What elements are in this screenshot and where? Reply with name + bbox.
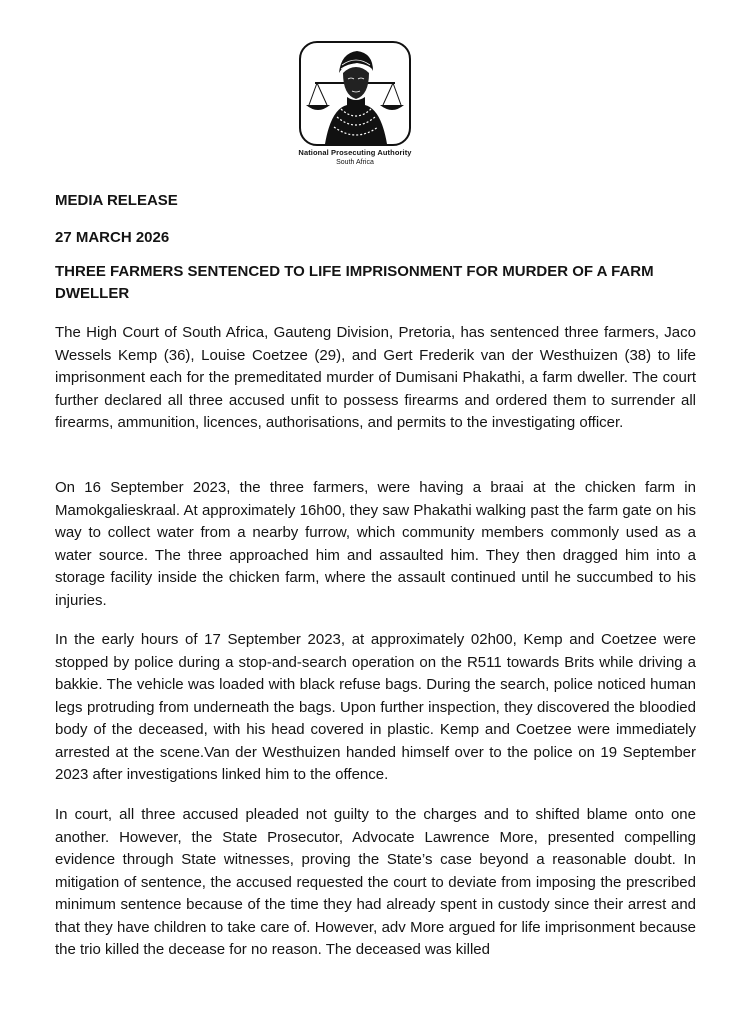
npa-logo (299, 41, 411, 146)
release-type: MEDIA RELEASE (55, 192, 178, 209)
release-date: 27 MARCH 2026 (55, 229, 170, 246)
body-paragraph: On 16 September 2023, the three farmers, were having a braai at the chicken farm in Mamokgalieskraal. At approximately 16h00, they saw Phakathi walking past the farm gate on his way to collect water from a nearby furrow, which community members commonly used as a water source. The three approached him and assaulted him. They then dragged him into a storage facility inside the chicken farm, where the assault continued until he succumbed to his injuries. (55, 479, 696, 609)
org-name: National Prosecuting Authority (298, 148, 412, 157)
org-country: South Africa (336, 159, 374, 166)
scales-of-justice-icon (301, 43, 409, 144)
body-paragraph: In the early hours of 17 September 2023, at approximately 02h00, Kemp and Coetzee were stopped by police during a stop-and-search operation on the R511 towards Brits while driving a bakkie. The vehicle was loaded with black refuse bags. During the search, police noticed human legs protruding from underneath the bags. Upon further inspection, they discovered the bloodied body of the deceased, with his head covered in plastic. Kemp and Coetzee were immediately arrested at the scene.Van der Westhuizen handed himself over to the police on 19 September 2023 after investigations linked him to the offence. (55, 631, 696, 783)
body-paragraph: The High Court of South Africa, Gauteng Division, Pretoria, has sentenced three farmers, Jaco Wessels Kemp (36), Louise Coetzee (29), and Gert Frederik van der Westhuizen (38) to life imprisonment each for the premeditated murder of Dumisani Phakathi, a farm dweller. The court further declared all three accused unfit to possess firearms and ordered them to surrender all firearms, ammunition, licences, authorisations, and permits to the investigating officer. (55, 324, 696, 431)
release-title: THREE FARMERS SENTENCED TO LIFE IMPRISONMENT FOR MURDER OF A FARM DWELLER (55, 263, 654, 302)
body-paragraph: In court, all three accused pleaded not guilty to the charges and to shifted blame onto one another. However, the State Prosecutor, Advocate Lawrence More, presented compelling evidence through State witnesses, proving the State’s case beyond a reasonable doubt. In mitigation of sentence, the accused requested the court to deviate from imposing the prescribed minimum sentence because of the time they had already spent in custody since their arrest and that they have children to take care of. However, adv More argued for life imprisonment because the trio killed the decease for no reason. The deceased was killed (55, 806, 696, 958)
